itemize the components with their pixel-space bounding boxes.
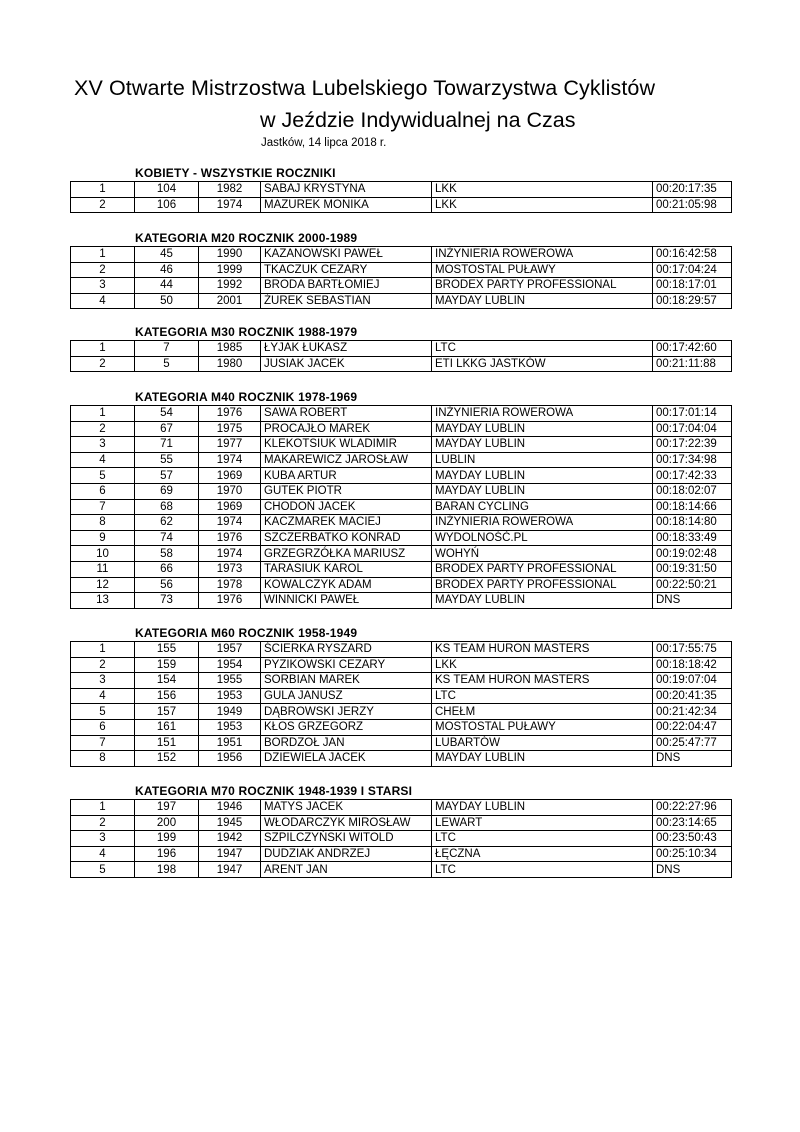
number-cell: 156 [135, 688, 199, 704]
birth-year-cell: 1977 [199, 437, 261, 453]
team-cell: MAYDAY LUBLIN [432, 437, 653, 453]
birth-year-cell: 1953 [199, 688, 261, 704]
rider-name-cell: JUSIAK JACEK [261, 356, 432, 372]
table-row [71, 483, 732, 499]
time-cell: 00:22:50:21 [653, 577, 732, 593]
table-row [71, 515, 732, 531]
table-row [71, 262, 732, 278]
rider-name-cell: GRZEGRZÓŁKA MARIUSZ [261, 546, 432, 562]
event-date-location: Jastków, 14 lipca 2018 r. [261, 137, 387, 149]
number-cell: 196 [135, 846, 199, 862]
rider-name-cell: SZCZERBATKO KONRAD [261, 530, 432, 546]
rider-name-cell: GULA JANUSZ [261, 688, 432, 704]
number-cell: 159 [135, 657, 199, 673]
number-cell: 152 [135, 751, 199, 767]
number-cell: 62 [135, 515, 199, 531]
rider-name-cell: DĄBROWSKI JERZY [261, 704, 432, 720]
place-cell: 5 [71, 862, 135, 878]
place-cell: 9 [71, 530, 135, 546]
birth-year-cell: 1976 [199, 593, 261, 609]
rider-name-cell: ŚCIERKA RYSZARD [261, 642, 432, 658]
time-cell: 00:17:55:75 [653, 642, 732, 658]
birth-year-cell: 1990 [199, 247, 261, 263]
place-cell: 7 [71, 499, 135, 515]
birth-year-cell: 1978 [199, 577, 261, 593]
team-cell: MAYDAY LUBLIN [432, 468, 653, 484]
place-cell: 11 [71, 561, 135, 577]
rider-name-cell: ŁYJAK ŁUKASZ [261, 341, 432, 357]
time-cell: 00:18:17:01 [653, 278, 732, 294]
table-row [71, 499, 732, 515]
number-cell: 57 [135, 468, 199, 484]
team-cell: MAYDAY LUBLIN [432, 593, 653, 609]
table-row [71, 341, 732, 357]
place-cell: 2 [71, 421, 135, 437]
table-row [71, 642, 732, 658]
time-cell: DNS [653, 862, 732, 878]
number-cell: 44 [135, 278, 199, 294]
number-cell: 199 [135, 831, 199, 847]
place-cell: 3 [71, 437, 135, 453]
birth-year-cell: 1947 [199, 862, 261, 878]
time-cell: 00:18:18:42 [653, 657, 732, 673]
birth-year-cell: 1947 [199, 846, 261, 862]
place-cell: 3 [71, 278, 135, 294]
team-cell: CHEŁM [432, 704, 653, 720]
table-row [71, 546, 732, 562]
team-cell: LTC [432, 341, 653, 357]
number-cell: 198 [135, 862, 199, 878]
time-cell: DNS [653, 593, 732, 609]
place-cell: 5 [71, 468, 135, 484]
team-cell: LUBARTÓW [432, 735, 653, 751]
number-cell: 155 [135, 642, 199, 658]
number-cell: 154 [135, 673, 199, 689]
birth-year-cell: 1982 [199, 182, 261, 198]
place-cell: 1 [71, 182, 135, 198]
team-cell: LKK [432, 657, 653, 673]
place-cell: 6 [71, 719, 135, 735]
team-cell: INŻYNIERIA ROWEROWA [432, 247, 653, 263]
table-row [71, 468, 732, 484]
birth-year-cell: 1955 [199, 673, 261, 689]
team-cell: ŁĘCZNA [432, 846, 653, 862]
time-cell: 00:19:02:48 [653, 546, 732, 562]
number-cell: 50 [135, 293, 199, 309]
results-section [70, 166, 731, 213]
section-heading: KATEGORIA M40 ROCZNIK 1978-1969 [135, 390, 358, 404]
number-cell: 200 [135, 815, 199, 831]
place-cell: 2 [71, 356, 135, 372]
page-title-line2: w Jeździe Indywidualnej na Czas [260, 108, 576, 132]
table-row [71, 182, 732, 198]
rider-name-cell: SAWA ROBERT [261, 406, 432, 422]
number-cell: 151 [135, 735, 199, 751]
time-cell: 00:19:31:50 [653, 561, 732, 577]
place-cell: 4 [71, 452, 135, 468]
team-cell: LTC [432, 831, 653, 847]
table-row [71, 561, 732, 577]
time-cell: 00:17:34:98 [653, 452, 732, 468]
results-section [70, 325, 731, 372]
team-cell: KS TEAM HURON MASTERS [432, 642, 653, 658]
number-cell: 161 [135, 719, 199, 735]
time-cell: 00:22:27:96 [653, 800, 732, 816]
team-cell: BARAN CYCLING [432, 499, 653, 515]
time-cell: 00:21:05:98 [653, 197, 732, 213]
rider-name-cell: KLEKOTSIUK WLADIMIR [261, 437, 432, 453]
section-heading: KATEGORIA M20 ROCZNIK 2000-1989 [135, 231, 358, 245]
birth-year-cell: 1957 [199, 642, 261, 658]
table-row [71, 688, 732, 704]
birth-year-cell: 1946 [199, 800, 261, 816]
birth-year-cell: 1953 [199, 719, 261, 735]
rider-name-cell: MAKAREWICZ JAROSŁAW [261, 452, 432, 468]
birth-year-cell: 1974 [199, 452, 261, 468]
section-heading: KOBIETY - WSZYSTKIE ROCZNIKI [135, 166, 336, 180]
team-cell: MAYDAY LUBLIN [432, 483, 653, 499]
rider-name-cell: KOWALCZYK ADAM [261, 577, 432, 593]
rider-name-cell: ŻUREK SEBASTIAN [261, 293, 432, 309]
rider-name-cell: BORDZOŁ JAN [261, 735, 432, 751]
rider-name-cell: SZPILCZYŃSKI WITOLD [261, 831, 432, 847]
table-row [71, 704, 732, 720]
birth-year-cell: 1999 [199, 262, 261, 278]
time-cell: 00:20:17:35 [653, 182, 732, 198]
time-cell: 00:20:41:35 [653, 688, 732, 704]
place-cell: 2 [71, 657, 135, 673]
place-cell: 10 [71, 546, 135, 562]
number-cell: 69 [135, 483, 199, 499]
rider-name-cell: SABAJ KRYSTYNA [261, 182, 432, 198]
rider-name-cell: TKACZUK CEZARY [261, 262, 432, 278]
section-heading: KATEGORIA M30 ROCZNIK 1988-1979 [135, 325, 358, 339]
number-cell: 45 [135, 247, 199, 263]
rider-name-cell: KAZANOWSKI PAWEŁ [261, 247, 432, 263]
team-cell: WYDOLNOŚĆ.PL [432, 530, 653, 546]
rider-name-cell: PYZIKOWSKI CEZARY [261, 657, 432, 673]
table-row [71, 247, 732, 263]
number-cell: 67 [135, 421, 199, 437]
table-row [71, 862, 732, 878]
time-cell: 00:18:02:07 [653, 483, 732, 499]
team-cell: INŻYNIERIA ROWEROWA [432, 406, 653, 422]
number-cell: 7 [135, 341, 199, 357]
number-cell: 197 [135, 800, 199, 816]
team-cell: KS TEAM HURON MASTERS [432, 673, 653, 689]
place-cell: 8 [71, 515, 135, 531]
table-row [71, 577, 732, 593]
table-row [71, 846, 732, 862]
birth-year-cell: 1976 [199, 406, 261, 422]
team-cell: BRODEX PARTY PROFESSIONAL [432, 561, 653, 577]
team-cell: MOSTOSTAL PUŁAWY [432, 719, 653, 735]
number-cell: 54 [135, 406, 199, 422]
time-cell: 00:17:42:60 [653, 341, 732, 357]
table-row [71, 437, 732, 453]
number-cell: 55 [135, 452, 199, 468]
time-cell: 00:21:11:88 [653, 356, 732, 372]
place-cell: 8 [71, 751, 135, 767]
birth-year-cell: 1942 [199, 831, 261, 847]
number-cell: 74 [135, 530, 199, 546]
birth-year-cell: 1945 [199, 815, 261, 831]
team-cell: MAYDAY LUBLIN [432, 751, 653, 767]
birth-year-cell: 1975 [199, 421, 261, 437]
place-cell: 12 [71, 577, 135, 593]
birth-year-cell: 2001 [199, 293, 261, 309]
place-cell: 1 [71, 800, 135, 816]
team-cell: LKK [432, 197, 653, 213]
birth-year-cell: 1985 [199, 341, 261, 357]
birth-year-cell: 1974 [199, 515, 261, 531]
number-cell: 46 [135, 262, 199, 278]
time-cell: DNS [653, 751, 732, 767]
place-cell: 7 [71, 735, 135, 751]
number-cell: 71 [135, 437, 199, 453]
place-cell: 1 [71, 247, 135, 263]
rider-name-cell: WŁODARCZYK MIROSŁAW [261, 815, 432, 831]
rider-name-cell: PROCAJŁO MAREK [261, 421, 432, 437]
birth-year-cell: 1980 [199, 356, 261, 372]
rider-name-cell: DZIEWIELA JACEK [261, 751, 432, 767]
table-row [71, 356, 732, 372]
rider-name-cell: KACZMAREK MACIEJ [261, 515, 432, 531]
birth-year-cell: 1976 [199, 530, 261, 546]
team-cell: LKK [432, 182, 653, 198]
place-cell: 2 [71, 197, 135, 213]
results-table [70, 641, 732, 767]
team-cell: LEWART [432, 815, 653, 831]
place-cell: 5 [71, 704, 135, 720]
team-cell: BRODEX PARTY PROFESSIONAL [432, 577, 653, 593]
rider-name-cell: ARENT JAN [261, 862, 432, 878]
table-row [71, 657, 732, 673]
results-table [70, 181, 732, 213]
time-cell: 00:18:29:57 [653, 293, 732, 309]
time-cell: 00:19:07:04 [653, 673, 732, 689]
rider-name-cell: DUDZIAK ANDRZEJ [261, 846, 432, 862]
time-cell: 00:17:04:04 [653, 421, 732, 437]
rider-name-cell: GUTEK PIOTR [261, 483, 432, 499]
results-table [70, 405, 732, 609]
results-section [70, 626, 731, 767]
results-section [70, 390, 731, 609]
place-cell: 1 [71, 406, 135, 422]
time-cell: 00:18:14:66 [653, 499, 732, 515]
rider-name-cell: WINNICKI PAWEŁ [261, 593, 432, 609]
time-cell: 00:18:14:80 [653, 515, 732, 531]
time-cell: 00:17:22:39 [653, 437, 732, 453]
place-cell: 13 [71, 593, 135, 609]
team-cell: BRODEX PARTY PROFESSIONAL [432, 278, 653, 294]
results-table [70, 246, 732, 309]
birth-year-cell: 1951 [199, 735, 261, 751]
number-cell: 56 [135, 577, 199, 593]
birth-year-cell: 1956 [199, 751, 261, 767]
section-heading: KATEGORIA M70 ROCZNIK 1948-1939 I STARSI [135, 784, 413, 798]
table-row [71, 452, 732, 468]
results-table [70, 799, 732, 878]
section-heading: KATEGORIA M60 ROCZNIK 1958-1949 [135, 626, 358, 640]
team-cell: MOSTOSTAL PUŁAWY [432, 262, 653, 278]
table-row [71, 751, 732, 767]
place-cell: 3 [71, 673, 135, 689]
time-cell: 00:22:04:47 [653, 719, 732, 735]
place-cell: 1 [71, 642, 135, 658]
number-cell: 104 [135, 182, 199, 198]
table-row [71, 800, 732, 816]
team-cell: MAYDAY LUBLIN [432, 293, 653, 309]
birth-year-cell: 1969 [199, 499, 261, 515]
rider-name-cell: CHODOŃ JACEK [261, 499, 432, 515]
number-cell: 68 [135, 499, 199, 515]
team-cell: MAYDAY LUBLIN [432, 421, 653, 437]
birth-year-cell: 1954 [199, 657, 261, 673]
place-cell: 2 [71, 815, 135, 831]
time-cell: 00:17:42:33 [653, 468, 732, 484]
time-cell: 00:25:10:34 [653, 846, 732, 862]
number-cell: 58 [135, 546, 199, 562]
time-cell: 00:18:33:49 [653, 530, 732, 546]
rider-name-cell: TARASIUK KAROL [261, 561, 432, 577]
page-title-line1: XV Otwarte Mistrzostwa Lubelskiego Towarzystwa Cyklistów [74, 76, 656, 100]
time-cell: 00:25:47:77 [653, 735, 732, 751]
birth-year-cell: 1992 [199, 278, 261, 294]
team-cell: WOHYŃ [432, 546, 653, 562]
rider-name-cell: MAZUREK MONIKA [261, 197, 432, 213]
table-row [71, 719, 732, 735]
place-cell: 4 [71, 293, 135, 309]
place-cell: 6 [71, 483, 135, 499]
rider-name-cell: KŁOS GRZEGORZ [261, 719, 432, 735]
results-table [70, 340, 732, 372]
birth-year-cell: 1974 [199, 546, 261, 562]
birth-year-cell: 1970 [199, 483, 261, 499]
team-cell: ETI LKKG JASTKÓW [432, 356, 653, 372]
team-cell: LTC [432, 862, 653, 878]
place-cell: 1 [71, 341, 135, 357]
table-row [71, 593, 732, 609]
table-row [71, 278, 732, 294]
place-cell: 2 [71, 262, 135, 278]
table-row [71, 831, 732, 847]
birth-year-cell: 1973 [199, 561, 261, 577]
table-row [71, 673, 732, 689]
table-row [71, 406, 732, 422]
team-cell: LTC [432, 688, 653, 704]
birth-year-cell: 1949 [199, 704, 261, 720]
time-cell: 00:17:01:14 [653, 406, 732, 422]
rider-name-cell: MATYS JACEK [261, 800, 432, 816]
number-cell: 73 [135, 593, 199, 609]
team-cell: MAYDAY LUBLIN [432, 800, 653, 816]
rider-name-cell: KUBA ARTUR [261, 468, 432, 484]
place-cell: 3 [71, 831, 135, 847]
place-cell: 4 [71, 688, 135, 704]
time-cell: 00:23:14:65 [653, 815, 732, 831]
time-cell: 00:23:50:43 [653, 831, 732, 847]
results-section [70, 784, 731, 878]
results-section [70, 231, 731, 309]
number-cell: 157 [135, 704, 199, 720]
table-row [71, 735, 732, 751]
table-row [71, 197, 732, 213]
number-cell: 66 [135, 561, 199, 577]
team-cell: LUBLIN [432, 452, 653, 468]
place-cell: 4 [71, 846, 135, 862]
rider-name-cell: SORBIAN MAREK [261, 673, 432, 689]
number-cell: 106 [135, 197, 199, 213]
time-cell: 00:21:42:34 [653, 704, 732, 720]
birth-year-cell: 1969 [199, 468, 261, 484]
table-row [71, 530, 732, 546]
table-row [71, 815, 732, 831]
number-cell: 5 [135, 356, 199, 372]
birth-year-cell: 1974 [199, 197, 261, 213]
time-cell: 00:17:04:24 [653, 262, 732, 278]
rider-name-cell: BRODA BARTŁOMIEJ [261, 278, 432, 294]
table-row [71, 293, 732, 309]
time-cell: 00:16:42:58 [653, 247, 732, 263]
team-cell: INŻYNIERIA ROWEROWA [432, 515, 653, 531]
table-row [71, 421, 732, 437]
